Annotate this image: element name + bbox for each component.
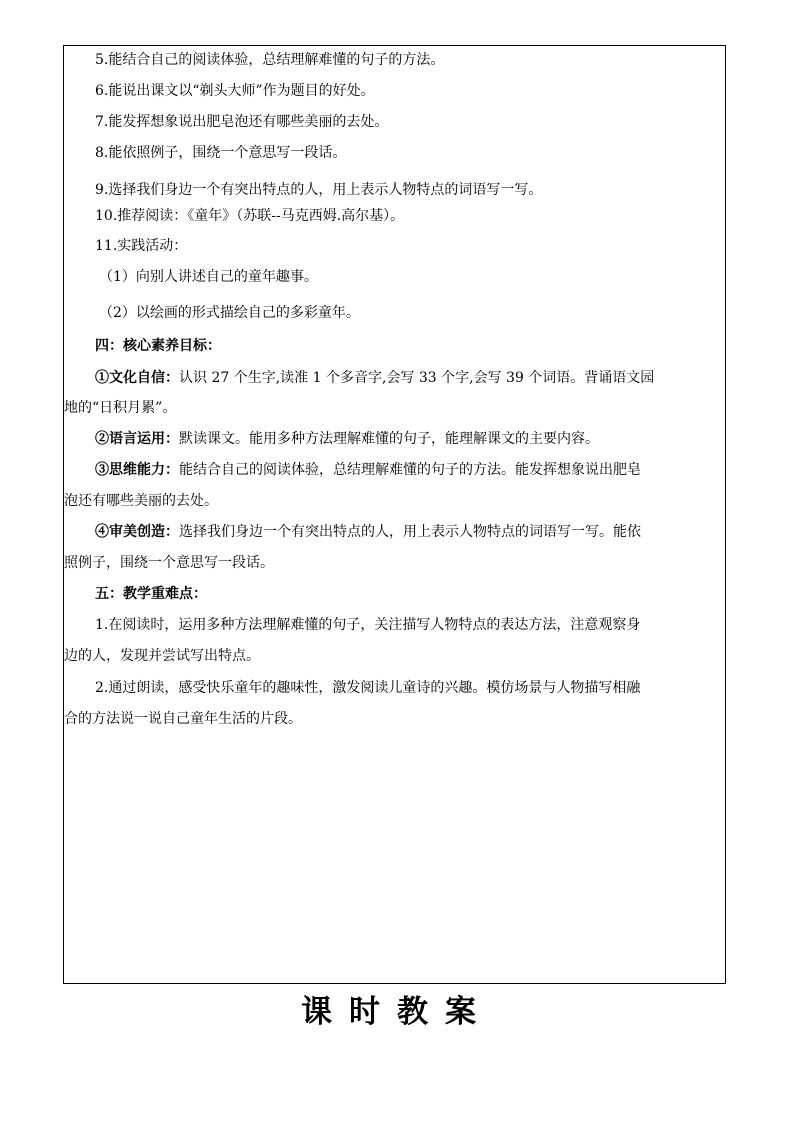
core-goal-thinking bbox=[63, 461, 726, 479]
core-goal-label: ④审美创造： bbox=[95, 524, 179, 540]
key-point-1: 1.在阅读时，运用多种方法理解难懂的句子，关注描写人物特点的表达方法，注意观察身 bbox=[95, 617, 641, 633]
core-goal-thinking-cont: 泡还有哪些美丽的去处。 bbox=[64, 493, 218, 509]
core-goal-aesthetics-cont: 照例子，围绕一个意思写一段话。 bbox=[64, 555, 274, 571]
page-title: 课时教案 bbox=[301, 994, 493, 1030]
goal-6: 6.能说出课文以“剃头大师”作为题目的好处。 bbox=[95, 83, 375, 99]
core-goal-culture bbox=[63, 369, 726, 387]
goal-7: 7.能发挥想象说出肥皂泡还有哪些美丽的去处。 bbox=[95, 114, 389, 130]
goal-10: 10.推荐阅读：《童年》（苏联--马克西姆.高尔基）。 bbox=[95, 208, 405, 224]
goal-11: 11.实践活动： bbox=[95, 238, 188, 254]
core-goal-aesthetics bbox=[63, 523, 726, 541]
core-goal-language bbox=[63, 430, 726, 448]
section-5-heading: 五：教学重难点： bbox=[95, 586, 207, 602]
activity-1: （1）向别人讲述自己的童年趣事。 bbox=[99, 269, 318, 285]
core-goal-culture-cont: 地的“日积月累”。 bbox=[64, 400, 177, 416]
core-goal-text: 默读课文。能用多种方法理解难懂的句子，能理解课文的主要内容。 bbox=[179, 431, 599, 447]
key-point-2-cont: 合的方法说一说自己童年生活的片段。 bbox=[64, 711, 302, 727]
goal-5: 5.能结合自己的阅读体验，总结理解难懂的句子的方法。 bbox=[95, 52, 445, 68]
activity-2: （2）以绘画的形式描绘自己的多彩童年。 bbox=[99, 305, 360, 321]
goal-9: 9.选择我们身边一个有突出特点的人，用上表示人物特点的词语写一写。 bbox=[95, 182, 543, 198]
core-goal-text: 选择我们身边一个有突出特点的人，用上表示人物特点的词语写一写。能依 bbox=[179, 524, 641, 540]
core-goal-label: ③思维能力： bbox=[95, 462, 179, 478]
key-point-2: 2.通过朗读，感受快乐童年的趣味性，激发阅读儿童诗的兴趣。模仿场景与人物描写相融 bbox=[95, 680, 641, 696]
core-goal-text: 能结合自己的阅读体验，总结理解难懂的句子的方法。能发挥想象说出肥皂 bbox=[179, 462, 641, 478]
core-goal-label: ②语言运用： bbox=[95, 431, 179, 447]
section-4-heading: 四：核心素养目标： bbox=[95, 338, 221, 354]
key-point-1-cont: 边的人，发现并尝试写出特点。 bbox=[64, 648, 260, 664]
core-goal-label: ①文化自信： bbox=[95, 370, 179, 386]
goal-8: 8.能依照例子，围绕一个意思写一段话。 bbox=[95, 145, 347, 161]
core-goal-text: 认识 27 个生字,读准 1 个多音字,会写 33 个字,会写 39 个词语。背诵语文园 bbox=[179, 370, 655, 386]
